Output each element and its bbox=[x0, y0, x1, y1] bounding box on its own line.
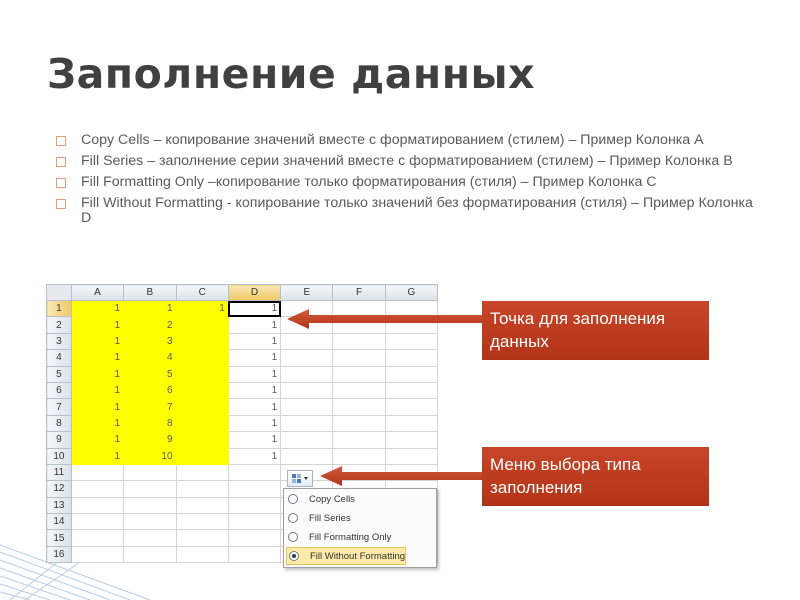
cell[interactable] bbox=[333, 399, 385, 415]
cell[interactable]: 1 bbox=[228, 301, 280, 317]
cell[interactable] bbox=[228, 481, 280, 497]
row-header[interactable]: 12 bbox=[47, 481, 72, 497]
cell[interactable]: 1 bbox=[124, 301, 176, 317]
callout-fill-menu: Меню выбора типа заполнения bbox=[482, 447, 709, 506]
table-row bbox=[47, 415, 438, 431]
menu-option-fill-series[interactable]: Fill Series bbox=[288, 510, 351, 526]
row-header[interactable]: 9 bbox=[47, 432, 72, 448]
table-row bbox=[47, 382, 438, 398]
callout-fill-handle: Точка для заполнения данных bbox=[482, 301, 709, 360]
row-header[interactable]: 11 bbox=[47, 464, 72, 480]
cell[interactable] bbox=[281, 333, 333, 349]
arrow-icon bbox=[318, 465, 484, 487]
menu-option-fill-formatting-only[interactable]: Fill Formatting Only bbox=[288, 529, 391, 545]
row-header[interactable]: 8 bbox=[47, 415, 72, 431]
row-header[interactable]: 1 bbox=[47, 301, 72, 317]
cell[interactable] bbox=[176, 530, 228, 546]
cell[interactable] bbox=[124, 530, 176, 546]
cell[interactable] bbox=[385, 399, 437, 415]
row-header[interactable]: 14 bbox=[47, 514, 72, 530]
cell[interactable] bbox=[281, 399, 333, 415]
cell[interactable] bbox=[385, 448, 437, 464]
menu-option-copy-cells[interactable]: Copy Cells bbox=[288, 491, 355, 507]
cell[interactable]: 1 bbox=[71, 366, 123, 382]
row-header[interactable]: 3 bbox=[47, 333, 72, 349]
radio-icon bbox=[288, 532, 298, 542]
cell[interactable] bbox=[333, 350, 385, 366]
cell[interactable]: 9 bbox=[124, 432, 176, 448]
cell[interactable]: 1 bbox=[228, 432, 280, 448]
cell[interactable] bbox=[71, 464, 123, 480]
cell[interactable]: 1 bbox=[228, 333, 280, 349]
radio-icon bbox=[288, 494, 298, 504]
cell[interactable]: 7 bbox=[124, 399, 176, 415]
cell[interactable]: 5 bbox=[124, 366, 176, 382]
row-header[interactable]: 2 bbox=[47, 317, 72, 333]
page-title: Заполнение данных bbox=[47, 50, 536, 98]
table-row bbox=[47, 399, 438, 415]
cell[interactable] bbox=[333, 415, 385, 431]
cell[interactable] bbox=[333, 432, 385, 448]
row-header[interactable]: 10 bbox=[47, 448, 72, 464]
cell[interactable] bbox=[228, 464, 280, 480]
cell[interactable] bbox=[385, 350, 437, 366]
cell[interactable] bbox=[228, 530, 280, 546]
cell[interactable]: 4 bbox=[124, 350, 176, 366]
cell[interactable]: 1 bbox=[228, 448, 280, 464]
cell[interactable] bbox=[176, 317, 228, 333]
cell[interactable] bbox=[333, 333, 385, 349]
autofill-options-icon bbox=[291, 473, 309, 484]
cell[interactable]: 1 bbox=[228, 415, 280, 431]
cell[interactable] bbox=[176, 514, 228, 530]
cell[interactable] bbox=[176, 382, 228, 398]
column-header[interactable]: G bbox=[385, 285, 437, 301]
cell[interactable] bbox=[385, 366, 437, 382]
table-row bbox=[47, 448, 438, 464]
cell[interactable]: 1 bbox=[228, 317, 280, 333]
cell[interactable] bbox=[228, 546, 280, 562]
cell[interactable] bbox=[176, 546, 228, 562]
cell[interactable]: 1 bbox=[71, 432, 123, 448]
bullet-item: Fill Series – заполнение серии значений вместе с форматированием (стилем) – Пример Колонка B bbox=[56, 154, 766, 169]
cell[interactable] bbox=[281, 366, 333, 382]
cell[interactable] bbox=[281, 432, 333, 448]
cell[interactable]: 1 bbox=[71, 399, 123, 415]
row-header[interactable]: 5 bbox=[47, 366, 72, 382]
row-header[interactable]: 16 bbox=[47, 546, 72, 562]
table-row bbox=[47, 366, 438, 382]
cell[interactable] bbox=[176, 350, 228, 366]
cell[interactable] bbox=[228, 514, 280, 530]
column-header[interactable]: D bbox=[228, 285, 280, 301]
row-header[interactable]: 4 bbox=[47, 350, 72, 366]
cell[interactable] bbox=[176, 481, 228, 497]
cell[interactable] bbox=[385, 432, 437, 448]
cell[interactable]: 1 bbox=[71, 382, 123, 398]
cell[interactable] bbox=[176, 415, 228, 431]
bullet-item: Fill Without Formatting - копирование только значений без форматирования (стиля) – Пример Колонка D bbox=[56, 196, 766, 226]
table-row bbox=[47, 333, 438, 349]
cell[interactable] bbox=[281, 350, 333, 366]
cell[interactable]: 6 bbox=[124, 382, 176, 398]
table-row bbox=[47, 432, 438, 448]
cell[interactable] bbox=[228, 497, 280, 513]
cell[interactable] bbox=[176, 448, 228, 464]
cell[interactable] bbox=[124, 497, 176, 513]
select-all-corner[interactable] bbox=[47, 285, 72, 301]
table-row bbox=[47, 350, 438, 366]
cell[interactable]: 10 bbox=[124, 448, 176, 464]
cell[interactable] bbox=[71, 546, 123, 562]
cell[interactable] bbox=[176, 399, 228, 415]
autofill-options-button[interactable] bbox=[287, 470, 313, 487]
cell[interactable] bbox=[124, 481, 176, 497]
row-header[interactable]: 6 bbox=[47, 382, 72, 398]
row-header[interactable]: 13 bbox=[47, 497, 72, 513]
bullet-marker-icon bbox=[56, 178, 66, 188]
menu-option-fill-without-formatting[interactable]: Fill Without Formatting bbox=[286, 547, 406, 565]
cell[interactable] bbox=[124, 464, 176, 480]
cell[interactable] bbox=[71, 497, 123, 513]
cell[interactable] bbox=[333, 448, 385, 464]
cell[interactable]: 1 bbox=[71, 415, 123, 431]
cell[interactable]: 1 bbox=[228, 366, 280, 382]
cell[interactable] bbox=[71, 530, 123, 546]
cell[interactable] bbox=[124, 514, 176, 530]
cell[interactable] bbox=[71, 481, 123, 497]
column-header[interactable]: B bbox=[124, 285, 176, 301]
bullet-marker-icon bbox=[56, 199, 66, 209]
radio-icon bbox=[288, 513, 298, 523]
cell[interactable] bbox=[385, 333, 437, 349]
arrow-icon bbox=[285, 308, 485, 330]
cell[interactable] bbox=[124, 546, 176, 562]
bullet-marker-icon bbox=[56, 157, 66, 167]
row-header[interactable]: 15 bbox=[47, 530, 72, 546]
cell[interactable] bbox=[333, 382, 385, 398]
cell[interactable] bbox=[176, 464, 228, 480]
cell[interactable]: 1 bbox=[71, 301, 123, 317]
cell[interactable]: 1 bbox=[71, 350, 123, 366]
bullet-list bbox=[56, 133, 766, 232]
cell[interactable] bbox=[71, 514, 123, 530]
cell[interactable] bbox=[333, 366, 385, 382]
cell[interactable]: 1 bbox=[228, 382, 280, 398]
cell[interactable]: 1 bbox=[228, 350, 280, 366]
bullet-marker-icon bbox=[56, 136, 66, 146]
row-header[interactable]: 7 bbox=[47, 399, 72, 415]
cell[interactable] bbox=[281, 448, 333, 464]
cell[interactable] bbox=[281, 415, 333, 431]
cell[interactable] bbox=[176, 366, 228, 382]
cell[interactable]: 1 bbox=[176, 301, 228, 317]
column-header[interactable]: E bbox=[281, 285, 333, 301]
cell[interactable]: 8 bbox=[124, 415, 176, 431]
cell[interactable] bbox=[385, 415, 437, 431]
cell[interactable] bbox=[176, 497, 228, 513]
cell[interactable]: 2 bbox=[124, 317, 176, 333]
radio-selected-icon bbox=[289, 551, 299, 561]
cell[interactable]: 1 bbox=[71, 333, 123, 349]
cell[interactable] bbox=[176, 333, 228, 349]
autofill-options-menu bbox=[283, 488, 437, 568]
cell[interactable]: 1 bbox=[71, 317, 123, 333]
cell[interactable]: 3 bbox=[124, 333, 176, 349]
cell[interactable]: 1 bbox=[71, 448, 123, 464]
bullet-item: Copy Cells – копирование значений вместе с форматированием (стилем) – Пример Колонка A bbox=[56, 133, 766, 148]
column-header[interactable]: C bbox=[176, 285, 228, 301]
cell[interactable] bbox=[385, 382, 437, 398]
bullet-item: Fill Formatting Only –копирование только форматирования (стиля) – Пример Колонка C bbox=[56, 175, 766, 190]
column-header[interactable]: A bbox=[71, 285, 123, 301]
cell[interactable]: 1 bbox=[228, 399, 280, 415]
cell[interactable] bbox=[281, 382, 333, 398]
column-header[interactable]: F bbox=[333, 285, 385, 301]
cell[interactable] bbox=[176, 432, 228, 448]
